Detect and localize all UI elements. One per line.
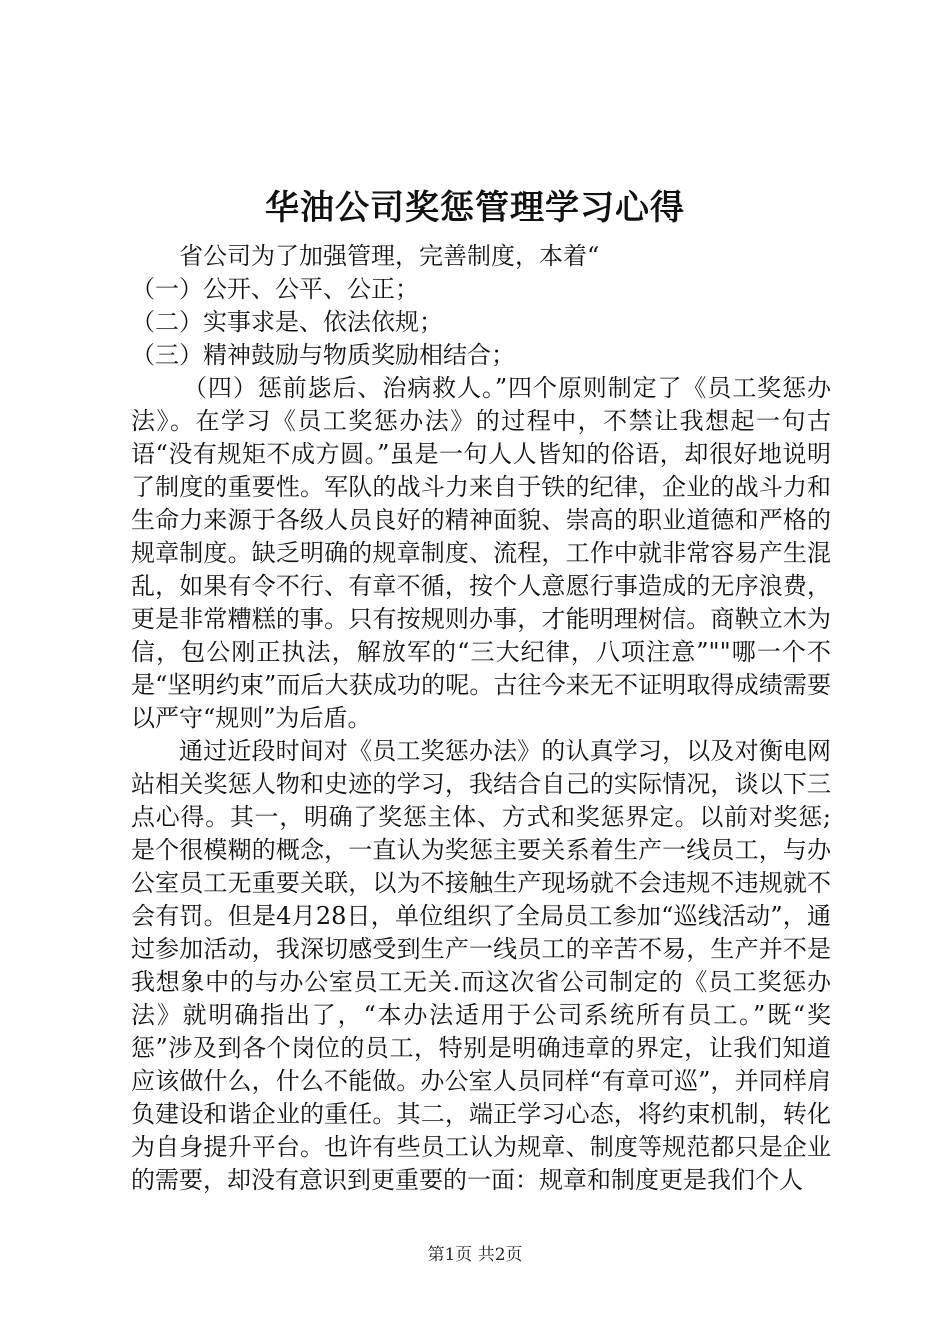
body-paragraph: （四）惩前毖后、治病救人。”四个原则制定了《员工奖惩办法》。在学习《员工奖惩办法》的过程中，不禁让我想起一句古语“没有规矩不成方圆。”虽是一句人人皆知的俗语，却很好地说明了制度的重要性。军队的战斗力来自于铁的纪律，企业的战斗力和生命力来源于各级人员良好的精神面貌、崇高的职业道德和严格的规章制度。缺乏明确的规章制度、流程，工作中就非常容易产生混乱，如果有令不行、有章不循，按个人意愿行事造成的无序浪费，更是非常糟糕的事。只有按规则办事，才能明理树信。商鞅立木为信，包公刚正执法，解放军的“三大纪律，八项注意”""哪一个不是“坚明约束”而后大获成功的呢。古往今来无不证明取得成绩需要以严守“规则”为后盾。 (131, 374, 831, 732)
body-paragraph: 通过近段时间对《员工奖惩办法》的认真学习，以及对衡电网站相关奖惩人物和史迹的学习，我结合自己的实际情况，谈以下三点心得。其一，明确了奖惩主体、方式和奖惩界定。以前对奖惩;是个很模糊的概念，一直认为奖惩主要关系着生产一线员工，与办公室员工无重要关联，以为不接触生产现场就不会违规不违规就不会有罚。但是4月28日，单位组织了全局员工参加“巡线活动”，通过参加活动，我深切感受到生产一线员工的辛苦不易，生产并不是我想象中的与办公室员工无关.而这次省公司制定的《员工奖惩办法》就明确指出了，“本办法适用于公司系统所有员工。”既“奖惩”涉及到各个岗位的员工，特别是明确违章的界定，让我们知道应该做什么，什么不能做。办公室人员同样“有章可巡”，并同样肩负建设和谐企业的重任。其二，端正学习心态，将约束机制，转化为自身提升平台。也许有些员工认为规章、制度等规范都只是企业的需要，却没有意识到更重要的一面：规章和制度更是我们个人 (131, 737, 831, 1194)
document-body (131, 240, 831, 1197)
intro-paragraph: 省公司为了加强管理，完善制度，本着“ (179, 242, 600, 270)
page-indicator: 第1页 共2页 (427, 1245, 523, 1265)
document-title: 华油公司奖惩管理学习心得 (265, 188, 685, 228)
principle-item: （一）公开、公平、公正； (131, 275, 419, 303)
principle-item: （三）精神鼓励与物质奖励相结合； (131, 341, 515, 369)
principle-item: （二）实事求是、依法依规； (131, 308, 443, 336)
